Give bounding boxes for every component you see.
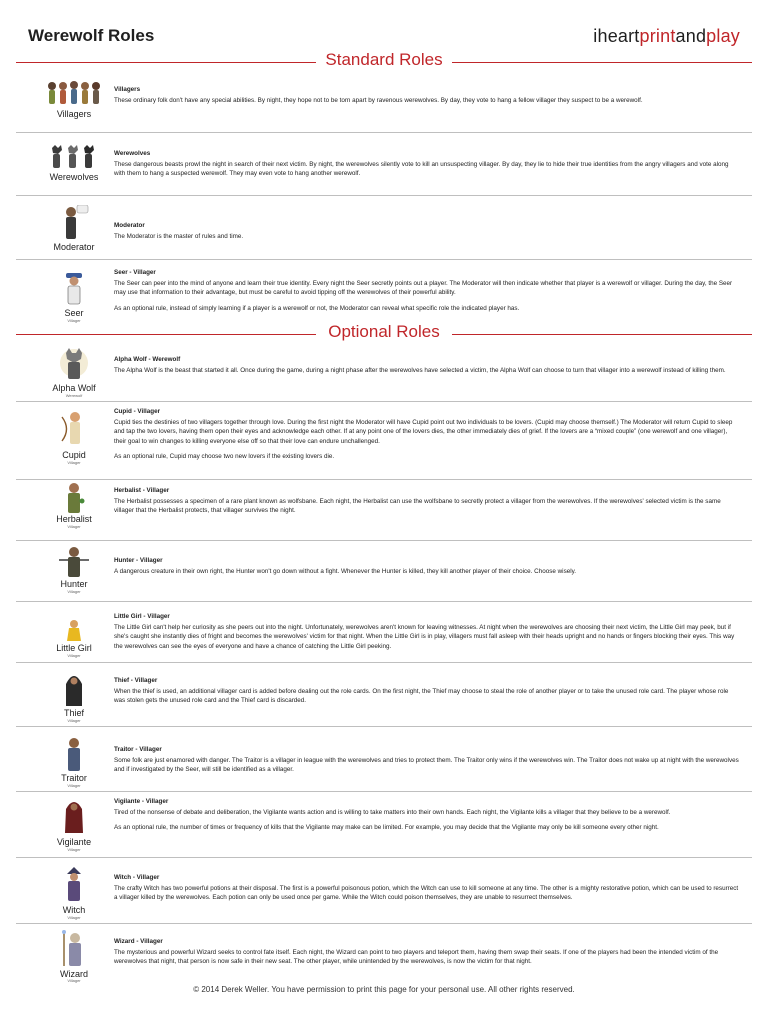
brand-play: play [706, 26, 740, 46]
role-caption: Herbalist [56, 514, 92, 524]
role-caption: Hunter [60, 579, 88, 589]
role-caption: Traitor [61, 773, 87, 783]
role-caption-sub: Villager [67, 318, 81, 323]
role-caption-sub: Villager [67, 718, 81, 723]
role-description: Some folk are just enamored with danger. The Traitor is a villager in league with the werewolves and tries to protect them. The Traitor only wins if the werewolves win. The Traitor does not wake up at night with the werewolves and if investigated by the Seer, will still be identified as a villager. [114, 756, 739, 773]
role-caption-sub: Villager [67, 783, 81, 788]
role-name: Werewolves [114, 150, 151, 157]
role-description: When the thief is used, an additional villager card is added before dealing out the role cards. On the first night, the Thief may choose to steal the role of another player or to take the unused role card. The player whose role was stolen gets the unused role card and the Thief card is discarded. [114, 687, 729, 704]
role-caption: Villagers [56, 109, 92, 119]
copyright-footer: © 2014 Derek Weller. You have permission to print this page for your personal use. All other rights reserved. [193, 985, 575, 994]
role-row-wizard [16, 925, 752, 982]
role-row-herbalist [16, 481, 752, 541]
role-illustration [34, 664, 114, 726]
role-caption-sub: Villager [67, 978, 81, 983]
role-caption-sub: Werewolf [65, 393, 83, 398]
brand-prefix: iheart [593, 26, 640, 46]
optional-roles-divider [16, 324, 752, 344]
role-illustration [34, 201, 114, 259]
role-row-hunter [16, 542, 752, 602]
page-header [0, 0, 768, 56]
role-caption: Wizard [59, 969, 88, 979]
traitor-icon [63, 737, 85, 773]
role-description: The Alpha Wolf is the beast that started it all. Once during the game, during a night phase after the werewolves have selected a victim, the Alpha Wolf can choose to turn that villager into a werewolf instead of killing them. [114, 366, 726, 374]
wizard-icon [60, 930, 88, 968]
role-caption: Little Girl [56, 643, 92, 653]
role-description: The Herbalist possesses a specimen of a rare plant known as wolfsbane. Each night, the Herbalist can use the wolfsbane to secretly protect a villager from the werewolves. If the werewolves' selected victim is the same villager that the Herbalist protects, that villager survives the night. [114, 497, 721, 514]
role-name: Villagers [114, 86, 141, 93]
role-note: As an optional rule, the number of times or frequency of kills that the Vigilante may make can be limited. For example, you may decide that the Vigilante may only be kill someone every other night. [114, 824, 659, 831]
role-row-werewolves [16, 138, 752, 196]
role-illustration [34, 138, 114, 195]
role-description: Tired of the nonsense of debate and deliberation, the Vigilante wants action and is willing to take matters into their own hands. Each night, the Vigilante kills a villager that they believe to be a werewolf. [114, 808, 671, 816]
role-caption: Alpha Wolf [52, 383, 96, 393]
role-name: Alpha Wolf - Werewolf [114, 356, 181, 363]
thief-icon [63, 672, 85, 708]
role-name: Little Girl - Villager [114, 613, 170, 620]
role-caption: Cupid [62, 450, 86, 460]
role-note: As an optional rule, Cupid may choose two new lovers if the existing lovers die. [114, 453, 335, 460]
role-row-alpha-wolf [16, 345, 752, 402]
role-illustration [34, 542, 114, 601]
role-illustration [34, 793, 114, 857]
hunter-icon [57, 546, 91, 578]
brand-print: print [639, 26, 676, 46]
seer-icon [62, 273, 86, 307]
role-name: Traitor - Villager [114, 746, 162, 753]
role-description: The crafty Witch has two powerful potions at their disposal. The first is a powerful poisonous potion, which the Witch can use to kill someone at any time. The other is a mighty restorative potion, which can be used to resurrect a villager killed by the werewolves. Each potion can only be used once per game. While the Witch could poison themselves, they are unable to resurrect themselves. [114, 884, 739, 901]
moderator-icon [59, 205, 89, 241]
role-illustration [34, 728, 114, 791]
brand-and: and [675, 26, 707, 46]
villagers-icon [46, 80, 102, 108]
role-name: Moderator [114, 222, 145, 229]
page-title: Werewolf Roles [28, 26, 155, 45]
werewolves-icon [48, 144, 100, 170]
role-caption-sub: Villager [67, 653, 81, 658]
cupid-icon [59, 409, 89, 447]
role-caption-sub: Villager [67, 847, 81, 852]
role-caption: Witch [62, 905, 86, 915]
role-illustration [34, 481, 114, 540]
role-caption: Vigilante [56, 837, 92, 847]
role-description: The Moderator is the master of rules and time. [114, 232, 244, 240]
role-caption: Moderator [53, 242, 95, 252]
role-row-witch [16, 859, 752, 924]
role-illustration [34, 859, 114, 923]
role-row-moderator [16, 201, 752, 260]
role-row-vigilante [16, 793, 752, 858]
alpha-wolf-icon [54, 345, 94, 381]
role-description: The mysterious and powerful Wizard seeks to control fate itself. Each night, the Wizard can point to two players and teleport them, having them swap their seats. If one of the players had been the intended victim of the werewolves that night, that person is now safe in their new seat. The other player, while unintended by the werewolves, is now the victim for that night. [114, 948, 719, 965]
brand-logo [593, 26, 740, 47]
role-name: Thief - Villager [114, 677, 158, 684]
role-row-thief [16, 664, 752, 727]
role-caption-sub: Villager [67, 589, 81, 594]
role-caption-sub: Villager [67, 524, 81, 529]
role-description: A dangerous creature in their own right, the Hunter won't go down without a fight. Whenever the Hunter is killed, they kill another player of their choice. Choose wisely. [114, 567, 577, 575]
role-description: These ordinary folk don't have any special abilities. By night, they hope not to be torn apart by ravenous werewolves. By day, they vote to hang a fellow villager they suspect to be a werewolf. [114, 96, 643, 104]
role-caption-sub: Villager [67, 460, 81, 465]
role-illustration [34, 345, 114, 401]
role-name: Wizard - Villager [114, 938, 163, 945]
vigilante-icon [62, 799, 86, 835]
role-row-seer [16, 265, 752, 325]
role-row-traitor [16, 728, 752, 792]
herbalist-icon [61, 481, 87, 515]
role-caption: Werewolves [49, 172, 99, 182]
role-description: Cupid ties the destinies of two villagers together through love. During the first night the Moderator will have Cupid point out two individuals to be lovers. (Cupid may choose themself.) The Moderator will return Cupid to sleep and tap the two lovers, having them open their eyes and acknowledge each other. If at any point one of the lovers dies, the other immediately dies of grief. If the lovers are a “mixed couple” (one werewolf and one villager), their goal to win changes to killing everyone else off so that their love can endure unchallenged. [114, 418, 733, 445]
role-illustration [34, 265, 114, 325]
role-description: These dangerous beasts prowl the night in search of their next victim. By night, the werewolves silently vote to kill an unsuspecting villager. By day, they lie to hide their true identities from the angry villagers and vote along with them to hang a suspected werewolf. They may even vote to hang another werewolf. [114, 160, 729, 177]
role-caption: Seer [64, 308, 84, 318]
role-description: The Seer can peer into the mind of anyone and learn their true identity. Every night the Seer secretly points out a player. The Moderator will then indicate whether that player is a werewolf or villager. During the day, the Seer may use that information to their advantage, but must be careful to avoid tipping off the werewolves of their powerful ability. [114, 279, 733, 296]
role-illustration [34, 603, 114, 662]
standard-roles-divider [16, 52, 752, 72]
role-illustration [34, 404, 114, 479]
role-row-villagers [16, 76, 752, 133]
section-heading-optional: Optional Roles [324, 322, 444, 341]
role-caption-sub: Villager [67, 915, 81, 920]
role-row-little-girl [16, 603, 752, 663]
role-name: Cupid - Villager [114, 408, 161, 415]
role-row-cupid [16, 404, 752, 480]
role-description: The Little Girl can't help her curiosity as she peers out into the night. Unfortunately, werewolves aren't known for leaving witnesses. At night when the werewolves are choosing their next victim, the Little Girl may peek, but if she's caught she instantly dies of fright and becomes the werewolves' victim for that night. When the Little Girl is in play, villagers must fall asleep with their heads upright and no hands or fingers blocking their eyes. This way the werewolves can see the eyes of everyone and have a chance of catching the Little Girl peeking. [114, 623, 735, 650]
little-girl-icon [65, 619, 83, 643]
role-name: Vigilante - Villager [114, 798, 169, 805]
witch-icon [63, 867, 85, 903]
role-name: Witch - Villager [114, 874, 160, 881]
role-note: As an optional rule, instead of simply learning if a player is a werewolf or not, the Moderator can reveal what specific role the indicated player has. [114, 304, 520, 312]
section-heading-standard: Standard Roles [321, 50, 446, 69]
role-illustration [34, 925, 114, 982]
role-name: Seer - Villager [114, 269, 156, 276]
role-name: Hunter - Villager [114, 557, 163, 564]
role-illustration [34, 76, 114, 132]
role-caption: Thief [63, 708, 84, 718]
role-name: Herbalist - Villager [114, 487, 170, 494]
